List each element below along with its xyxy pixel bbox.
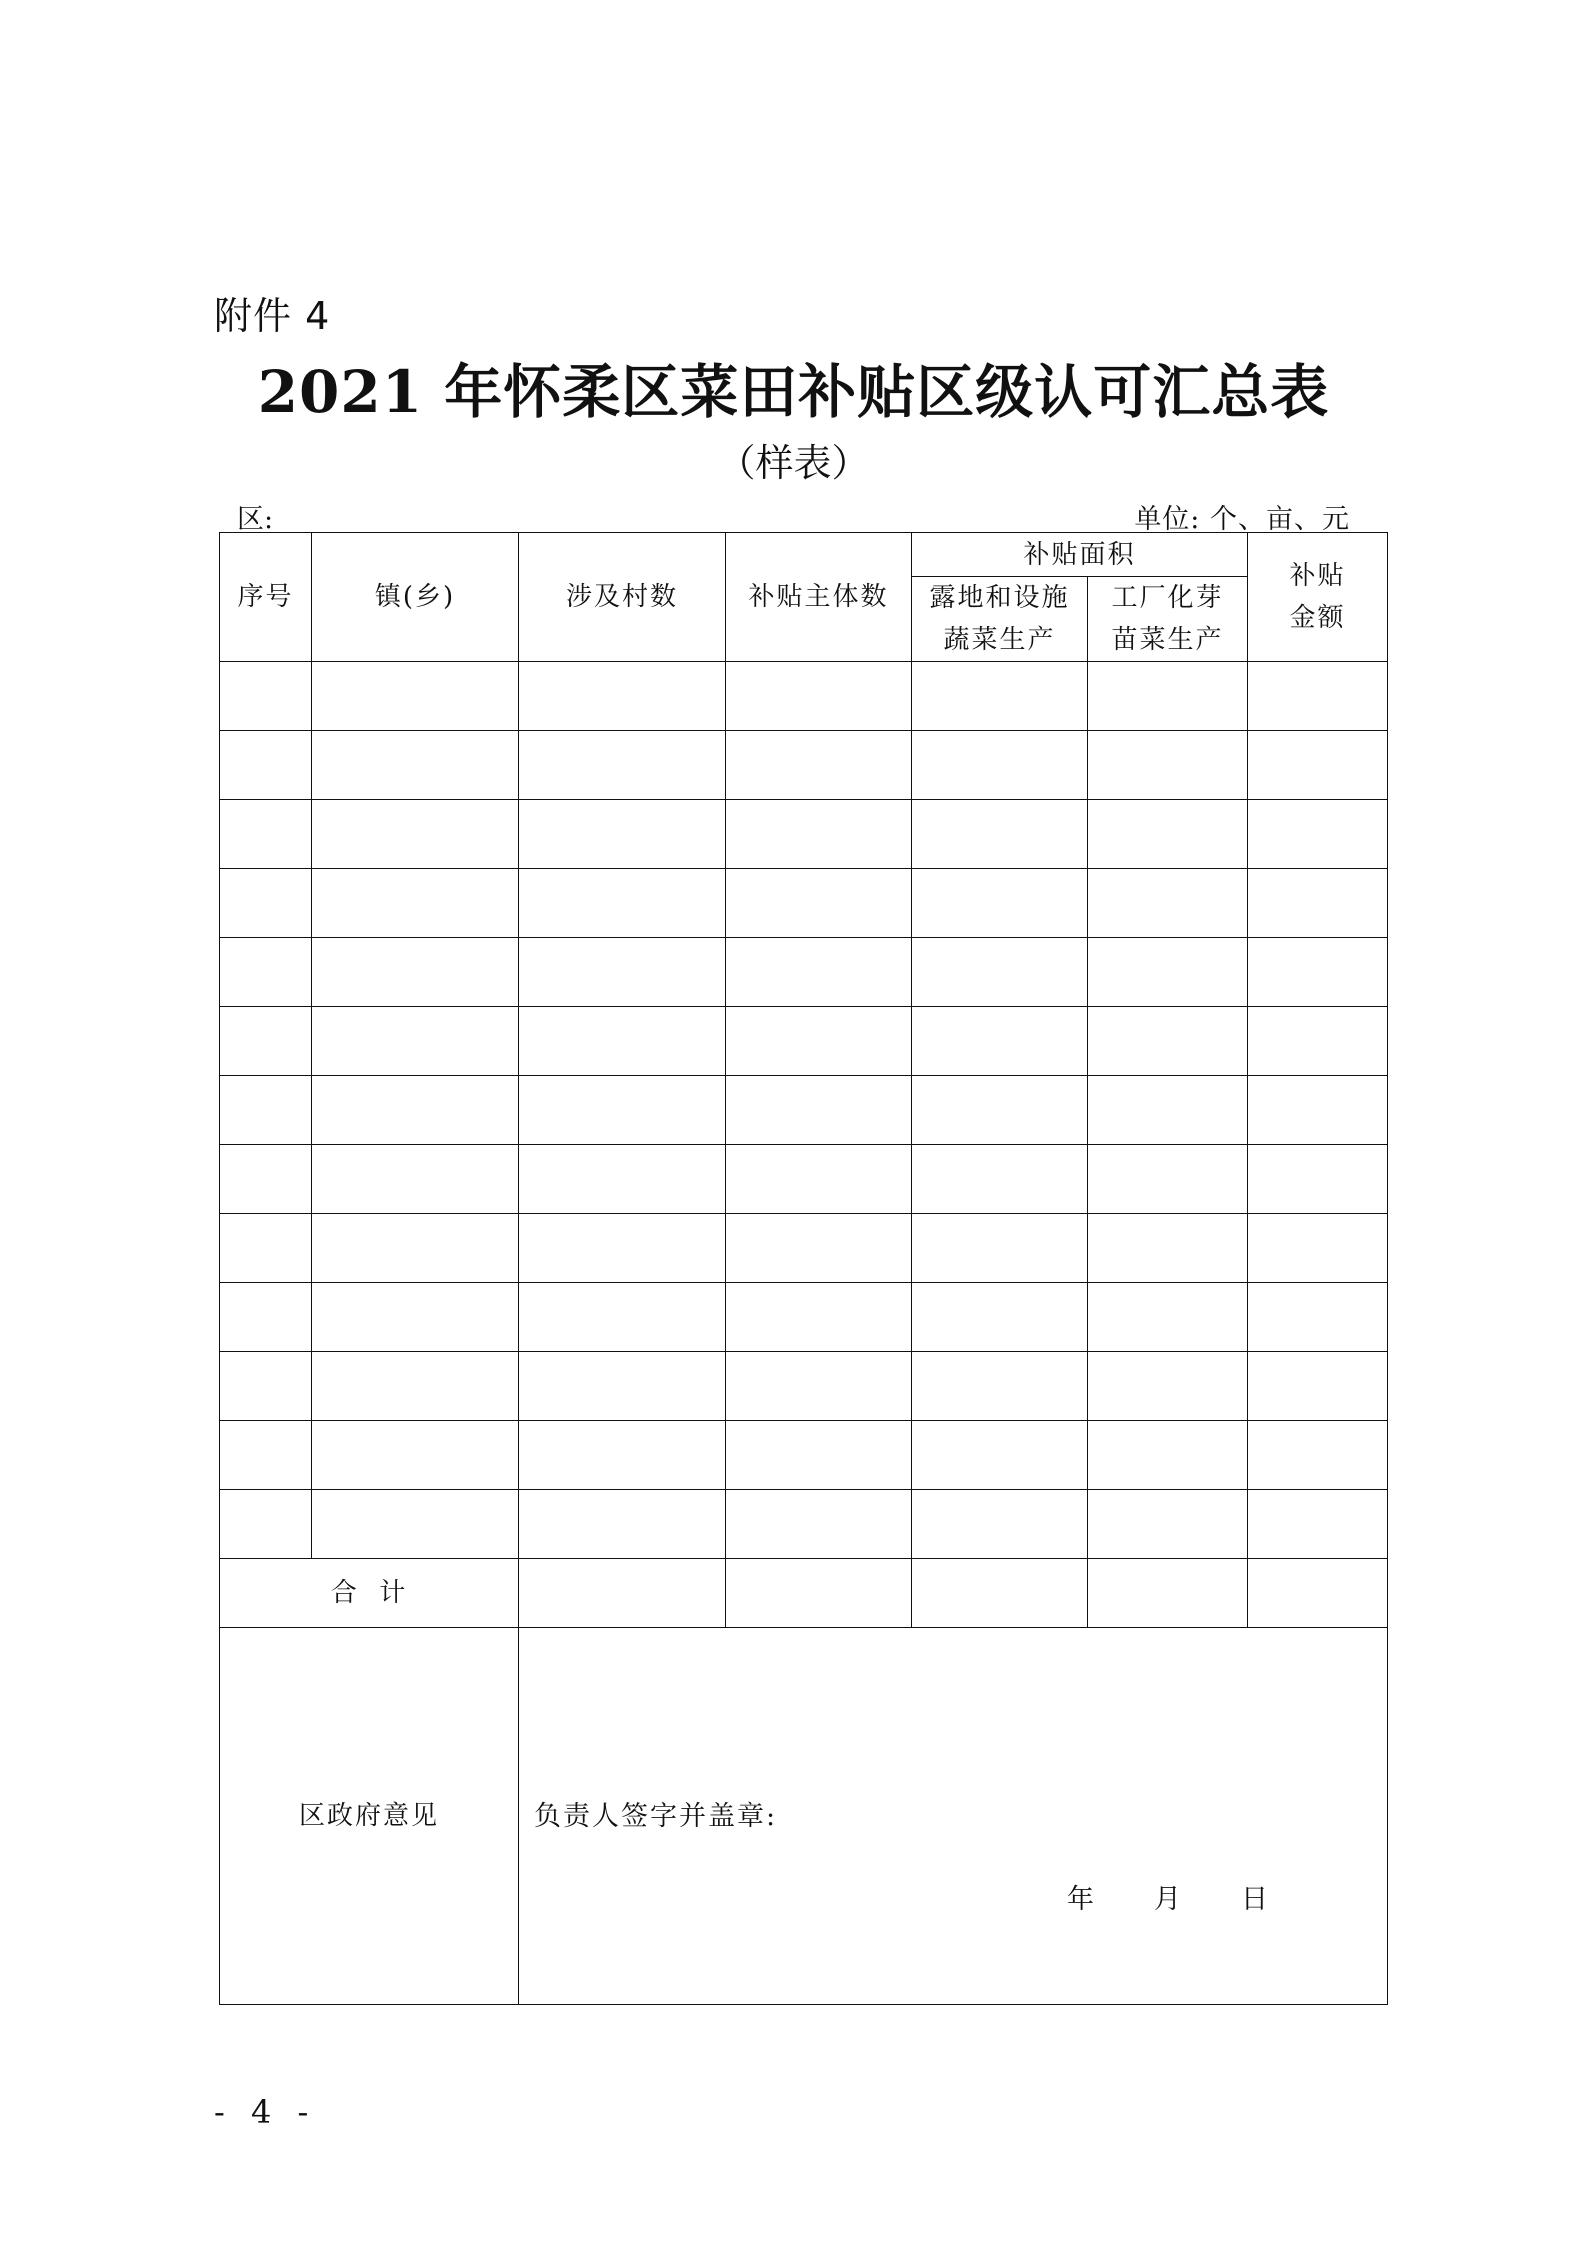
table-cell: [912, 1283, 1088, 1352]
table-cell: [1248, 800, 1388, 869]
header-amount: [1248, 533, 1388, 662]
table-cell: [912, 1214, 1088, 1283]
table-cell: [912, 1145, 1088, 1214]
table-cell: [220, 1283, 312, 1352]
table-cell: [912, 1007, 1088, 1076]
table-cell: [519, 800, 726, 869]
table-cell: [1088, 1352, 1248, 1421]
table-cell: [1248, 938, 1388, 1007]
table-cell: [1248, 869, 1388, 938]
table-cell: [220, 1145, 312, 1214]
table-row: [220, 938, 1388, 1007]
summary-table: [219, 532, 1388, 2005]
table-cell: [312, 869, 519, 938]
table-cell: [519, 662, 726, 731]
table-cell: [519, 731, 726, 800]
opinion-cell: [519, 1628, 1388, 2005]
date-year: 年: [1067, 1884, 1096, 1915]
table-cell: [220, 731, 312, 800]
page-title: 2021 年怀柔区菜田补贴区级认可汇总表: [257, 358, 1330, 426]
opinion-row: [220, 1628, 1388, 2005]
table-cell: [726, 869, 912, 938]
table-row: [220, 1421, 1388, 1490]
table-cell: [912, 1352, 1088, 1421]
table-row: [220, 1490, 1388, 1559]
table-cell: [1088, 1421, 1248, 1490]
table-cell: [220, 1421, 312, 1490]
header-town: 镇(乡): [312, 533, 519, 662]
table-cell: [1088, 1145, 1248, 1214]
table-cell: [912, 800, 1088, 869]
header-serial: 序号: [220, 533, 312, 662]
table-cell: [726, 731, 912, 800]
table-row: [220, 1352, 1388, 1421]
table-cell: [1248, 1145, 1388, 1214]
table-cell: [726, 1076, 912, 1145]
table-cell: [519, 1352, 726, 1421]
table-cell: [1248, 1076, 1388, 1145]
table-cell: [912, 1490, 1088, 1559]
table-cell: [519, 1007, 726, 1076]
header-amount-line2: 金额: [1289, 603, 1346, 633]
page-subtitle: （样表）: [717, 441, 870, 485]
table-cell: [312, 731, 519, 800]
table-cell: [912, 938, 1088, 1007]
table-cell: [519, 1421, 726, 1490]
table-cell: [1248, 1007, 1388, 1076]
table-cell: [1088, 869, 1248, 938]
table-cell: [1248, 1490, 1388, 1559]
table-cell: [726, 1352, 912, 1421]
table-cell: [312, 662, 519, 731]
table-row: [220, 1145, 1388, 1214]
table-cell: [1248, 1283, 1388, 1352]
table-cell: [312, 1076, 519, 1145]
table-cell: [1248, 1421, 1388, 1490]
table-cell: [519, 938, 726, 1007]
sign-label: 负责人签字并盖章:: [534, 1801, 778, 1832]
total-amount-cell: [1248, 1559, 1388, 1628]
table-row: [220, 731, 1388, 800]
table-cell: [912, 869, 1088, 938]
table-cell: [1248, 731, 1388, 800]
table-cell: [312, 1145, 519, 1214]
date-day: 日: [1241, 1884, 1270, 1915]
table-cell: [912, 662, 1088, 731]
table-cell: [220, 662, 312, 731]
header-subjects: 补贴主体数: [726, 533, 912, 662]
table-cell: [220, 800, 312, 869]
table-cell: [312, 938, 519, 1007]
header-open-field-line1: 露地和设施: [929, 583, 1070, 613]
table-cell: [220, 1490, 312, 1559]
table-cell: [220, 1214, 312, 1283]
total-subjects-cell: [726, 1559, 912, 1628]
table-cell: [726, 1490, 912, 1559]
table-cell: [726, 800, 912, 869]
table-cell: [1088, 1076, 1248, 1145]
table-row: [220, 869, 1388, 938]
table-cell: [312, 1352, 519, 1421]
table-cell: [912, 731, 1088, 800]
header-amount-line1: 补贴: [1289, 561, 1346, 591]
date-line: [1067, 1879, 1270, 1921]
table-cell: [1088, 1490, 1248, 1559]
table-row: [220, 1007, 1388, 1076]
table-cell: [726, 1007, 912, 1076]
total-villages-cell: [519, 1559, 726, 1628]
table-cell: [726, 938, 912, 1007]
header-factory-line1: 工厂化芽: [1111, 583, 1224, 613]
table-cell: [726, 1145, 912, 1214]
table-cell: [726, 1214, 912, 1283]
table-cell: [519, 1145, 726, 1214]
table-cell: [1088, 800, 1248, 869]
header-factory-line2: 苗菜生产: [1111, 625, 1224, 655]
table-cell: [1248, 1214, 1388, 1283]
opinion-label: 区政府意见: [220, 1628, 519, 2005]
table-cell: [519, 869, 726, 938]
table-cell: [312, 1283, 519, 1352]
table-cell: [1088, 1007, 1248, 1076]
table-cell: [726, 662, 912, 731]
table-cell: [1248, 662, 1388, 731]
table-cell: [726, 1283, 912, 1352]
table-cell: [312, 1007, 519, 1076]
table-cell: [220, 869, 312, 938]
table-row: [220, 1076, 1388, 1145]
table-cell: [1248, 1352, 1388, 1421]
total-open-field-cell: [912, 1559, 1088, 1628]
table-cell: [519, 1490, 726, 1559]
table-cell: [312, 1421, 519, 1490]
table-cell: [519, 1076, 726, 1145]
page-number: - 4 -: [214, 2093, 317, 2131]
table-cell: [220, 1352, 312, 1421]
table-cell: [519, 1283, 726, 1352]
unit-label: 单位: 个、亩、元: [1134, 504, 1350, 535]
header-area-group: 补贴面积: [912, 533, 1248, 577]
header-open-field-line2: 蔬菜生产: [943, 625, 1056, 655]
total-factory-cell: [1088, 1559, 1248, 1628]
table-cell: [220, 1076, 312, 1145]
table-cell: [912, 1076, 1088, 1145]
table-cell: [912, 1421, 1088, 1490]
table-row: [220, 662, 1388, 731]
total-row: [220, 1559, 1388, 1628]
table-cell: [1088, 938, 1248, 1007]
table-cell: [1088, 731, 1248, 800]
table-cell: [726, 1421, 912, 1490]
header-row: [220, 533, 1388, 577]
table-cell: [312, 800, 519, 869]
district-label: 区:: [237, 504, 274, 535]
header-factory: [1088, 577, 1248, 662]
table-cell: [1088, 1283, 1248, 1352]
table-row: [220, 1283, 1388, 1352]
table-cell: [312, 1490, 519, 1559]
date-month: 月: [1154, 1884, 1183, 1915]
attachment-label: 附件 4: [214, 294, 331, 338]
table-cell: [1088, 1214, 1248, 1283]
table-row: [220, 1214, 1388, 1283]
table-cell: [519, 1214, 726, 1283]
table-cell: [312, 1214, 519, 1283]
table-row: [220, 800, 1388, 869]
table-cell: [1088, 662, 1248, 731]
header-open-field: [912, 577, 1088, 662]
header-villages: 涉及村数: [519, 533, 726, 662]
table-cell: [220, 1007, 312, 1076]
table-cell: [220, 938, 312, 1007]
total-label: 合 计: [220, 1559, 519, 1628]
